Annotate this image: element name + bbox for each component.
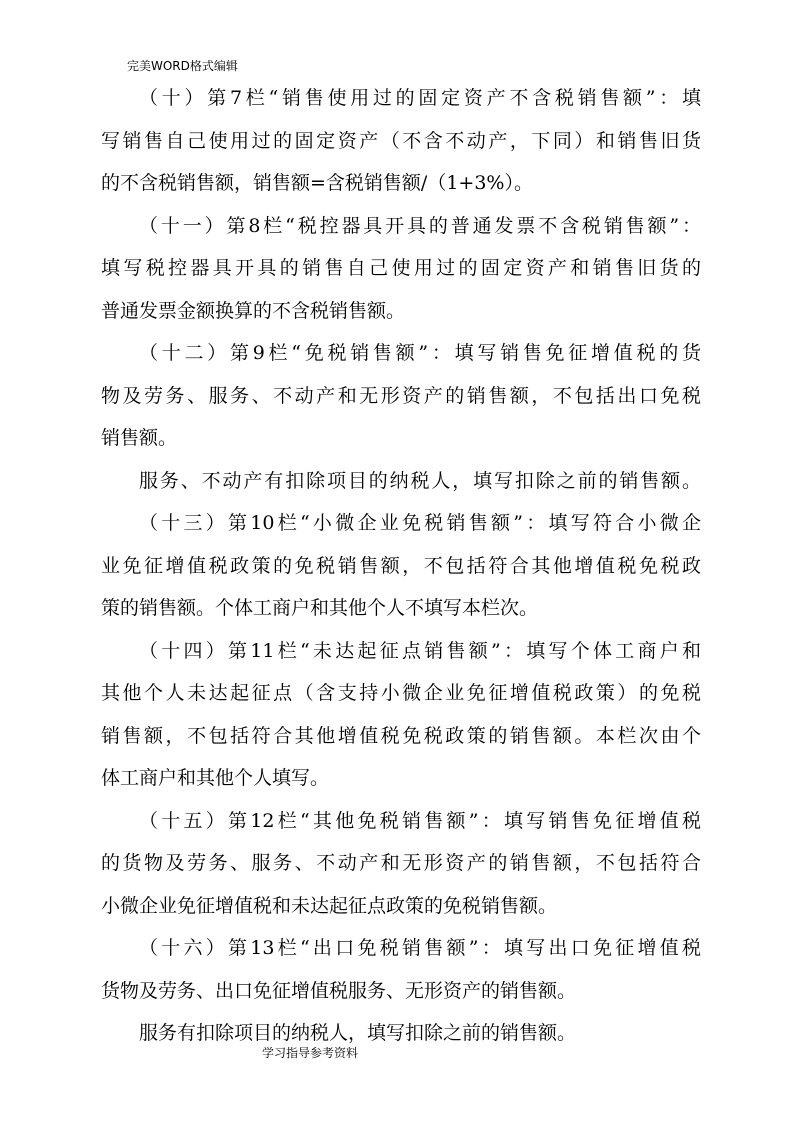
- text-line: 的货物及劳务、服务、不动产和无形资产的销售额，不包括符合: [101, 852, 701, 874]
- text-line: （十二）第9栏“免税销售额”：填写销售免征增值税的货: [139, 342, 701, 364]
- text-line: （十）第7栏“销售使用过的固定资产不含税销售额”：填: [139, 87, 701, 109]
- text-line: 物及劳务、服务、不动产和无形资产的销售额，不包括出口免税: [101, 385, 701, 407]
- text-line: 的不含税销售额，销售额=含税销售额/（1+3%）。: [101, 172, 533, 194]
- text-line: （十四）第11栏“未达起征点销售额”：填写个体工商户和: [139, 640, 701, 662]
- text-line: （十一）第8栏“税控器具开具的普通发票不含税销售额”：: [139, 215, 701, 237]
- text-line: （十六）第13栏“出口免税销售额”：填写出口免征增值税: [139, 937, 701, 959]
- text-line: 体工商户和其他个人填写。: [101, 767, 330, 789]
- text-line: 策的销售额。个体工商户和其他个人不填写本栏次。: [101, 597, 539, 619]
- page-footer: 学习指导参考资料: [262, 1046, 359, 1060]
- text-line: 小微企业免征增值税和未达起征点政策的免税销售额。: [101, 895, 558, 917]
- text-line: 服务有扣除项目的纳税人，填写扣除之前的销售额。: [139, 1022, 577, 1044]
- page-header: 完美WORD格式编辑: [127, 59, 238, 73]
- text-line: 业免征增值税政策的免税销售额，不包括符合其他增值税免税政: [101, 555, 701, 577]
- text-line: 写销售自己使用过的固定资产（不含不动产，下同）和销售旧货: [101, 130, 701, 152]
- text-line: 服务、不动产有扣除项目的纳税人，填写扣除之前的销售额。: [139, 470, 701, 492]
- text-line: 销售额，不包括符合其他增值税免税政策的销售额。本栏次由个: [101, 725, 701, 747]
- text-line: （十五）第12栏“其他免税销售额”：填写销售免征增值税: [139, 810, 701, 832]
- text-line: （十三）第10栏“小微企业免税销售额”：填写符合小微企: [139, 512, 701, 534]
- text-line: 货物及劳务、出口免征增值税服务、无形资产的销售额。: [101, 980, 577, 1002]
- text-line: 普通发票金额换算的不含税销售额。: [101, 300, 406, 322]
- text-line: 填写税控器具开具的销售自己使用过的固定资产和销售旧货的: [101, 257, 701, 279]
- text-line: 销售额。: [101, 427, 178, 449]
- text-line: 其他个人未达起征点（含支持小微企业免征增值税政策）的免税: [101, 682, 701, 704]
